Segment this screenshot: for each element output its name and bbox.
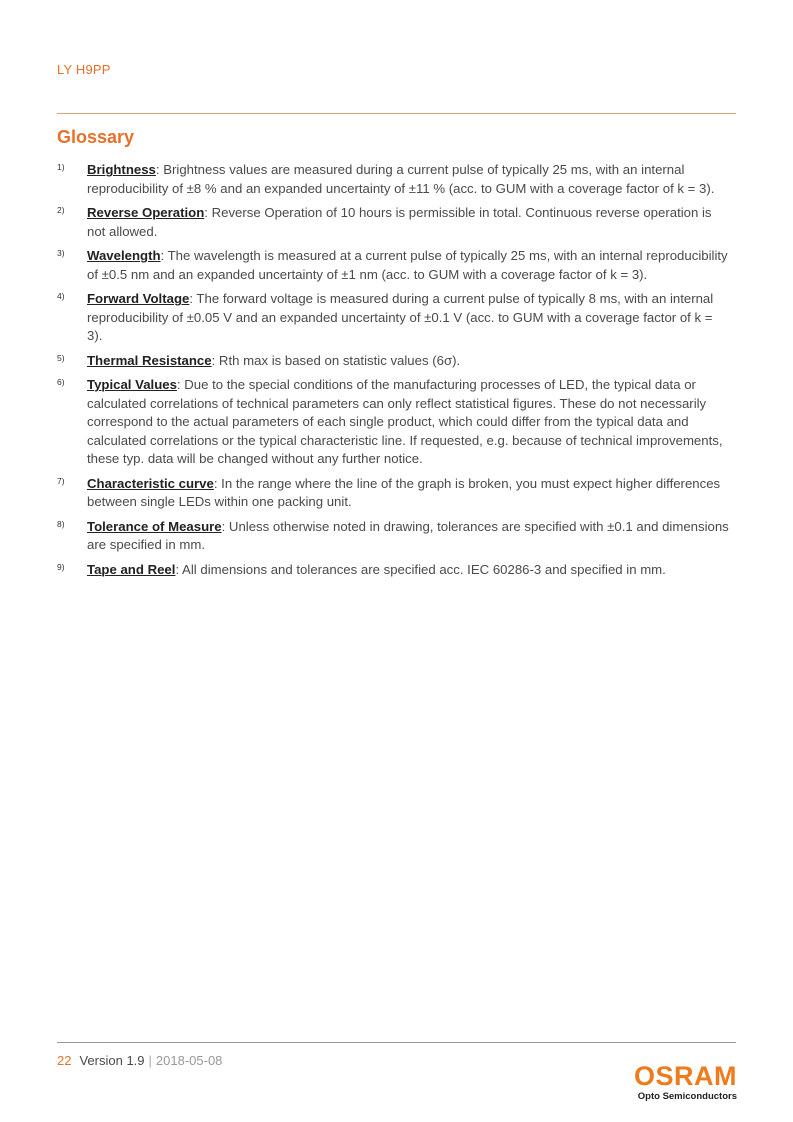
- glossary-term: Typical Values: [87, 377, 177, 392]
- brand-name: OSRAM: [634, 1061, 737, 1091]
- section-title: Glossary: [57, 127, 135, 147]
- footer-divider: [57, 1042, 736, 1043]
- glossary-term: Brightness: [87, 162, 156, 177]
- footnote-number: 5): [57, 352, 65, 363]
- glossary-item: [57, 290, 729, 346]
- footnote-number: 6): [57, 377, 65, 387]
- glossary-item: [57, 518, 729, 555]
- footer-separator: |: [148, 1053, 152, 1068]
- glossary-item: [57, 561, 729, 580]
- glossary-definition: : Reverse Operation of 10 hours is permissible in total. Continuous reverse operation is not allowed.: [87, 205, 712, 239]
- glossary-item: [57, 161, 729, 198]
- document-date: 2018-05-08: [155, 1053, 223, 1068]
- footnote-number: 7): [57, 475, 65, 486]
- brand-logo: [634, 1062, 737, 1102]
- glossary-term: Thermal Resistance: [87, 352, 212, 368]
- glossary-term: Wavelength: [87, 248, 161, 263]
- glossary-item: [57, 352, 729, 371]
- header-divider: [57, 113, 736, 114]
- glossary-term: Tolerance of Measure: [87, 518, 222, 534]
- glossary-definition: : In the range where the line of the graph is broken, you must expect higher differences between single LEDs within one packing unit.: [87, 475, 721, 509]
- glossary-term: Forward Voltage: [87, 291, 190, 306]
- glossary-item: [57, 376, 729, 469]
- glossary-item: [57, 204, 729, 241]
- glossary-definition: : The wavelength is measured at a current pulse of typically 25 ms, with an internal reproducibility of ±0.5 nm and an expanded uncertainty of ±1 nm (acc. to GUM with a coverage factor of k = 3).: [87, 248, 728, 282]
- glossary-definition: : The forward voltage is measured during a current pulse of typically 8 ms, with an internal reproducibility of ±0.05 V and an expanded uncertainty of ±0.1 V (acc. to GUM with a coverage factor of k = 3).: [87, 291, 714, 343]
- footnote-number: 4): [57, 291, 65, 301]
- footnote-number: 2): [57, 205, 65, 215]
- glossary-definition: : Due to the special conditions of the manufacturing processes of LED, the typical data or calculated correlations of technical parameters can only reflect statistical figures. These do not necessarily correspond to the actual parameters of each single product, which could differ from the typical data and calculated correlations or the typical characteristic line. If requested, e.g. because of technical improvements, these typ. data will be changed without any further notice.: [87, 377, 723, 466]
- footnote-number: 8): [57, 518, 65, 529]
- glossary-definition: : All dimensions and tolerances are specified acc. IEC 60286-3 and specified in mm.: [175, 561, 666, 577]
- footnote-number: 9): [57, 561, 65, 572]
- document-version: Version 1.9: [79, 1053, 145, 1068]
- page-number: 22: [57, 1053, 72, 1068]
- footnote-number: 3): [57, 248, 65, 258]
- product-code: LY H9PP: [57, 62, 111, 77]
- glossary-definition: : Unless otherwise noted in drawing, tolerances are specified with ±0.1 and dimensions are specified in mm.: [87, 518, 729, 552]
- glossary-item: [57, 475, 729, 512]
- glossary-term: Reverse Operation: [87, 205, 205, 220]
- glossary-item: [57, 247, 729, 284]
- glossary-definition: : Brightness values are measured during a current pulse of typically 25 ms, with an internal reproducibility of ±8 % and an expanded uncertainty of ±11 % (acc. to GUM with a coverage factor of k = 3).: [87, 162, 715, 196]
- footer-info: [57, 1053, 222, 1068]
- footnote-number: 1): [57, 162, 65, 172]
- brand-subtitle: Opto Semiconductors: [637, 1091, 737, 1102]
- glossary-definition: : Rth max is based on statistic values (6σ).: [211, 352, 461, 368]
- glossary-list: [57, 161, 729, 585]
- glossary-term: Tape and Reel: [87, 561, 176, 577]
- glossary-term: Characteristic curve: [87, 475, 214, 491]
